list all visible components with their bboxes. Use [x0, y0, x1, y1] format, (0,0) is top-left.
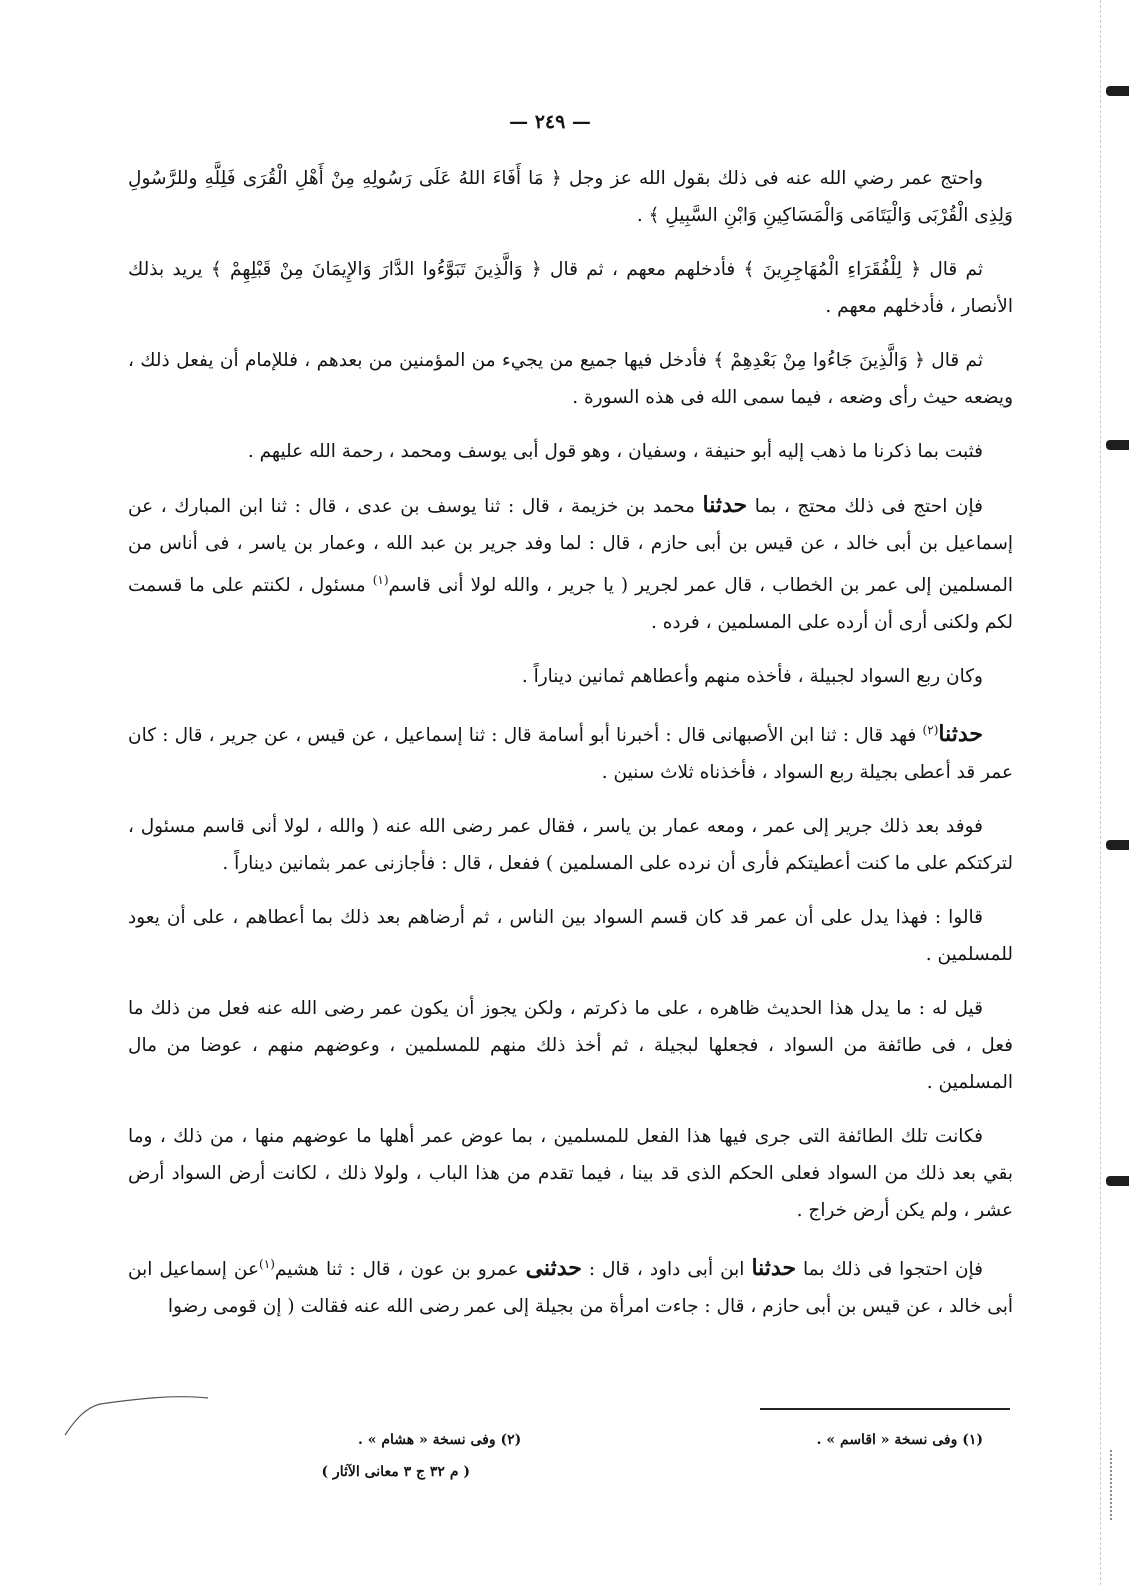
paragraph-text: محمد بن خزيمة ، قال : ثنا يوسف بن عدى ، قال : ثنا ابن المبارك ، عن إسماعيل بن أبى خالد ، عن قيس بن أبى حازم ، قال : لما وفد جرير بن عبد الله ، وعمار بن ياسر ، فى أناس من المسلمين إلى عمر بن الخطاب ، قال عمر لجرير ( يا جرير ، والله لولا أنى قاسم [128, 496, 1013, 597]
hadith-marker: حدثنا [702, 492, 748, 518]
edge-mark [1106, 440, 1129, 450]
paragraph: فكانت تلك الطائفة التى جرى فيها هذا الفعل للمسلمين ، بما عوض عمر أهلها ما عوضهم منها ، من ذلك ، وما بقي بعد ذلك من السواد فعلى الحكم الذى قد بينا ، فيما تقدم من هذا الباب ، ولولا ذلك ، لكانت أرض السواد أرض عشر ، ولم يكن أرض خراج . [128, 1126, 1013, 1222]
paragraph: ثم قال ﴿ وَالَّذِينَ جَاءُوا مِنْ بَعْدِهِمْ ﴾ فأدخل فيها جميع من يجيء من المؤمنين من بعدهم ، فللإمام أن يفعل ذلك ، ويضعه حيث رأى وضعه ، فيما سمى الله فى هذه السورة . [128, 350, 1013, 408]
paragraph-text: عمرو بن عون ، قال : ثنا هشيم [274, 1259, 519, 1281]
page-edge-fold [1100, 0, 1101, 1585]
paragraph: ثم قال ﴿ لِلْفُقَرَاءِ الْمُهَاجِرِينَ ﴾ فأدخلهم معهم ، ثم قال ﴿ وَالَّذِينَ تَبَوَّءُوا الدَّارَ وَالإِيمَانَ مِنْ قَبْلِهِمْ ﴾ يريد بذلك الأنصار ، فأدخلهم معهم . [128, 259, 1013, 317]
footnotes [128, 1432, 1013, 1448]
hadith-marker: حدثنا [751, 1255, 797, 1282]
edge-mark [1106, 840, 1129, 850]
footnote-divider [760, 1408, 1010, 1410]
footnote-ref: (٢) [922, 723, 939, 738]
paragraph [128, 1246, 1013, 1325]
paragraph-text: مسئول ، لكنتم على ما قسمت لكم ولكنى أرى أن أرده على المسلمين ، فرده . [128, 575, 1013, 634]
footnote-ref: (١) [372, 573, 389, 587]
paragraph-text: فإن احتجوا فى ذلك بما [803, 1259, 984, 1281]
paragraph: فوفد بعد ذلك جرير إلى عمر ، ومعه عمار بن ياسر ، فقال عمر رضى الله عنه ( والله ، لولا أنى قاسم مسئول ، لتركتكم على ما كنت أعطيتكم فأرى أن نرده على المسلمين ) ففعل ، قال : فأجازنى عمر بثمانين ديناراً . [128, 816, 1013, 875]
edge-mark [1106, 86, 1129, 96]
paragraph: فثبت بما ذكرنا ما ذهب إليه أبو حنيفة ، وسفيان ، وهو قول أبى يوسف ومحمد ، رحمة الله عليهم . [247, 441, 983, 462]
paragraph [128, 487, 1013, 641]
body-text [128, 160, 1013, 1342]
margin-scribble [1110, 1450, 1129, 1520]
paragraph-text: ابن أبى داود ، قال : [588, 1259, 745, 1281]
footnote-1: (١) وفى نسخة « اقاسم » . [816, 1432, 983, 1448]
paragraph [128, 712, 1013, 791]
paragraph: قيل له : ما يدل هذا الحديث ظاهره ، على ما ذكرتم ، ولكن يجوز أن يكون عمر رضى الله عنه فعل من ذلك ما فعل ، فى طائفة من السواد ، فجعلها لبجيلة ، ثم أخذ ذلك منهم للمسلمين ، وعوضهم منهم ، عوضا من مال المسلمين . [128, 998, 1013, 1094]
paragraph-text: فإن احتج فى ذلك محتج ، بما [754, 496, 983, 517]
paragraph-text: فهد قال : ثنا ابن الأصبهانى قال : أخبرنا أبو أسامة قال : ثنا إسماعيل ، عن قيس ، عن جرير ، قال : كان عمر قد أعطى بجيلة ربع السواد ، فأخذناه ثلاث سنين . [128, 725, 1013, 784]
paragraph: قالوا : فهذا يدل على أن عمر قد كان قسم السواد بين الناس ، ثم أرضاهم بعد ذلك بما أعطاهم ، على أن يعود للمسلمين . [128, 907, 1013, 966]
page-number: — ٢٤٩ — [509, 111, 591, 133]
source-reference: ( م ٣٢ ج ٣ معانى الآثار ) [321, 1464, 470, 1480]
hadith-marker: حدثنا [938, 721, 983, 748]
paragraph: وكان ربع السواد لجبيلة ، فأخذه منهم وأعطاهم ثمانين ديناراً . [521, 666, 983, 688]
footnote-2: (٢) وفى نسخة « هشام » . [358, 1432, 522, 1448]
footnote-ref: (١) [259, 1257, 275, 1272]
hadith-marker: حدثنى [525, 1255, 582, 1282]
paragraph-text: عن إسماعيل ابن أبى خالد ، عن قيس بن أبى حازم ، قال : جاءت امرأة من بجيلة إلى عمر رضى الله عنه فقالت ( إن قومى رضوا [128, 1259, 1013, 1318]
edge-mark [1106, 1176, 1129, 1186]
paragraph: واحتج عمر رضي الله عنه فى ذلك بقول الله عز وجل ﴿ مَا أَفَاءَ اللهُ عَلَى رَسُولِهِ مِنْ أَهْلِ الْقُرَى فَلِلَّهِ وللرَّسُولِ وَلِذِى الْقُرْبَى وَالْيَتَامَى وَالْمَسَاكِينِ وَابْنِ السَّبِيلِ ﴾ . [128, 168, 1013, 226]
